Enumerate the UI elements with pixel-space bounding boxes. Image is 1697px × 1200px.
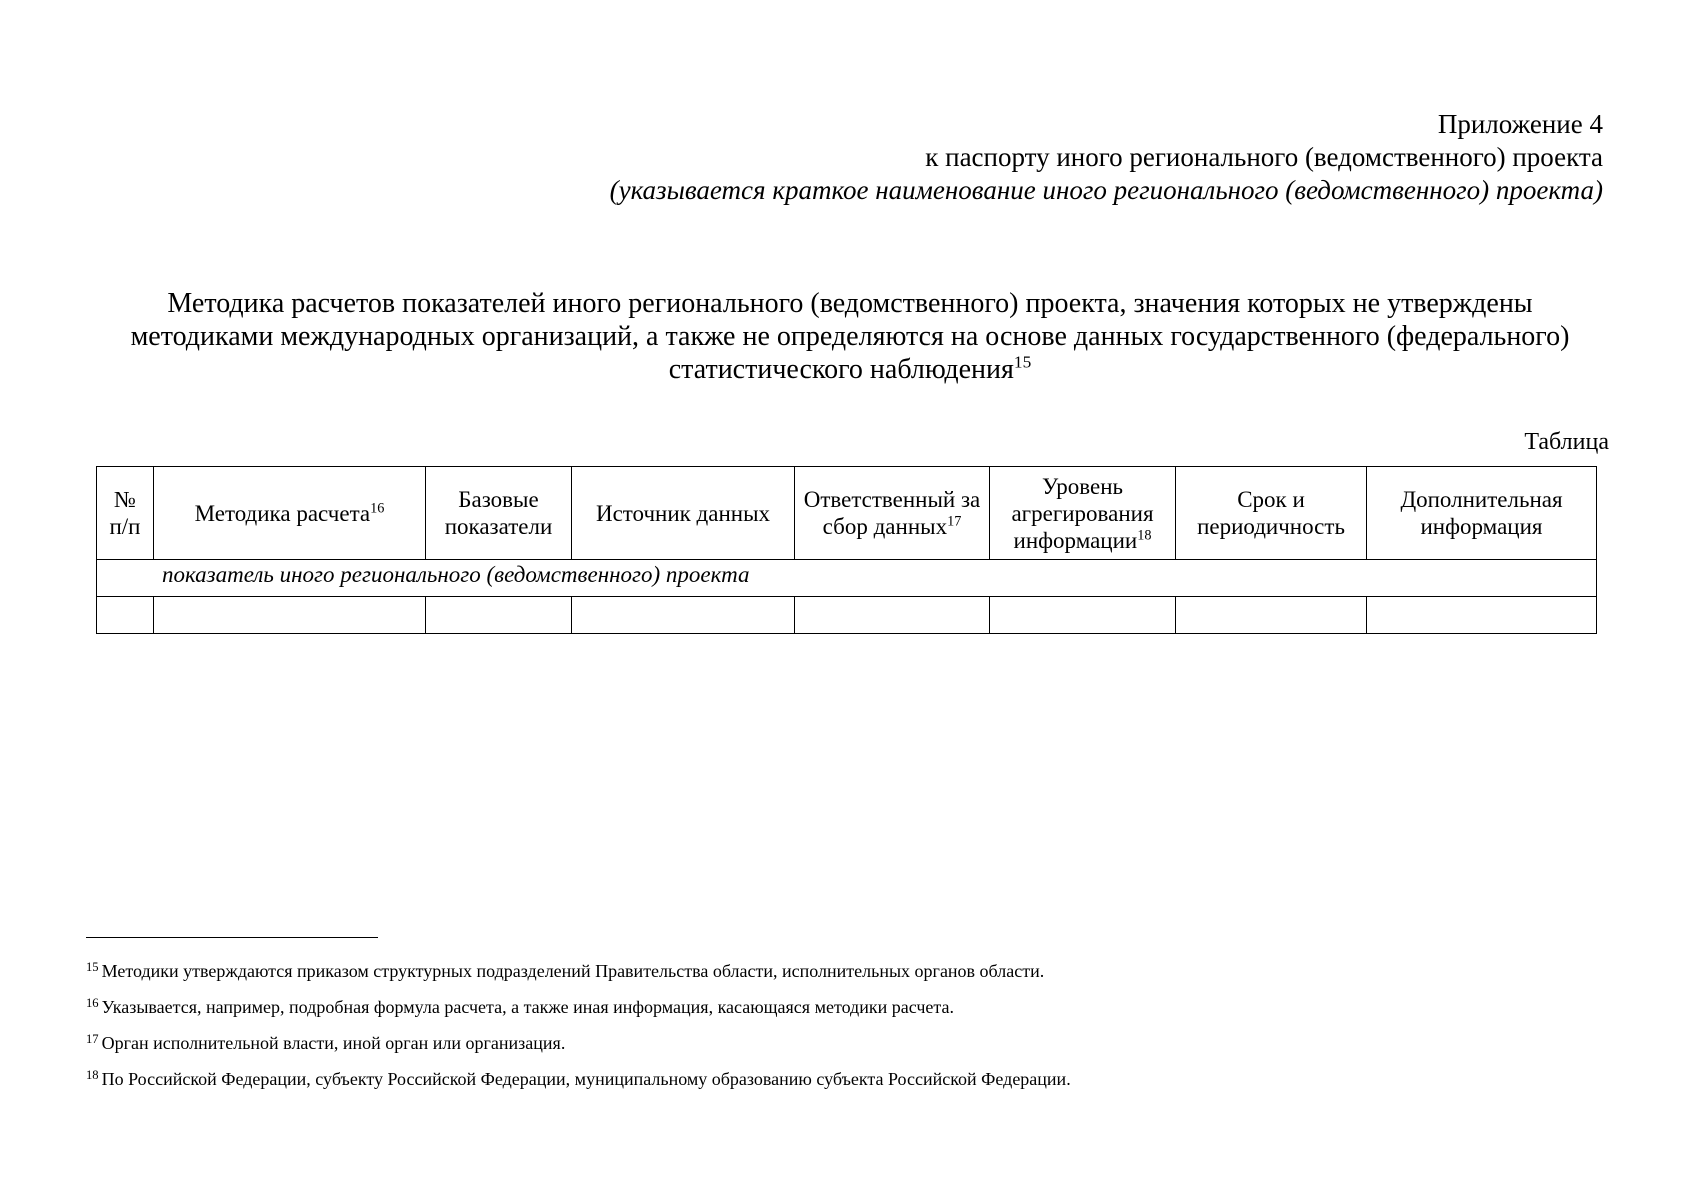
footnote-16: $^{16}$ Указывается, например, подробная формула расчета, а также иная информация, касающаяся методики расчета. xyxy=(86,996,954,1017)
table-cell xyxy=(1367,597,1597,634)
table-cell xyxy=(1176,597,1367,634)
document-title xyxy=(80,287,1620,386)
table-section-row xyxy=(97,560,1597,597)
header-number: № п/п xyxy=(97,467,154,560)
header-additional-info: Дополнительная информация xyxy=(1367,467,1597,560)
footnote-17: $^{17}$ Орган исполнительной власти, иной орган или организация. xyxy=(86,1032,566,1053)
table-cell xyxy=(572,597,795,634)
footnote-ref: 15 xyxy=(1013,352,1032,372)
appendix-header xyxy=(610,108,1603,207)
table-cell xyxy=(97,597,154,634)
header-responsible: Ответственный за сбор данных$^{17}$ xyxy=(795,467,990,560)
table-caption: Таблица xyxy=(1524,429,1609,455)
title-line-3: статистического наблюдения$^{15}$ xyxy=(668,352,1032,385)
methods-table xyxy=(96,466,1597,634)
appendix-number: Приложение 4 xyxy=(1437,109,1603,139)
footnotes xyxy=(86,960,1536,1104)
table-row xyxy=(97,597,1597,634)
section-label: показатель иного регионального (ведомственного) проекта xyxy=(97,560,1597,597)
appendix-note: (указывается краткое наименование иного регионального (ведомственного) проекта) xyxy=(609,175,1603,205)
table-cell xyxy=(990,597,1176,634)
table-header-row xyxy=(97,467,1597,560)
header-aggregation-level: Уровень агрегирования информации$^{18}$ xyxy=(990,467,1176,560)
header-base-indicators: Базовые показатели xyxy=(426,467,572,560)
footnote-18: $^{18}$ По Российской Федерации, субъекту Российской Федерации, муниципальному образованию субъекта Российской Федерации. xyxy=(86,1068,1071,1089)
table-cell xyxy=(426,597,572,634)
title-line-1: Методика расчетов показателей иного регионального (ведомственного) проекта, значения которых не утверждены xyxy=(167,288,1533,319)
table-cell xyxy=(154,597,426,634)
appendix-subtitle: к паспорту иного регионального (ведомственного) проекта xyxy=(925,142,1603,172)
table-cell xyxy=(795,597,990,634)
header-deadline: Срок и периодичность xyxy=(1176,467,1367,560)
header-data-source: Источник данных xyxy=(572,467,795,560)
footnote-separator xyxy=(86,937,378,938)
title-line-2: методиками международных организаций, а также не определяются на основе данных государственного (федерального) xyxy=(130,321,1570,352)
footnote-15: $^{15}$ Методики утверждаются приказом структурных подразделений Правительства области, исполнительных органов области. xyxy=(86,960,1045,981)
header-method: Методика расчета$^{16}$ xyxy=(154,467,426,560)
